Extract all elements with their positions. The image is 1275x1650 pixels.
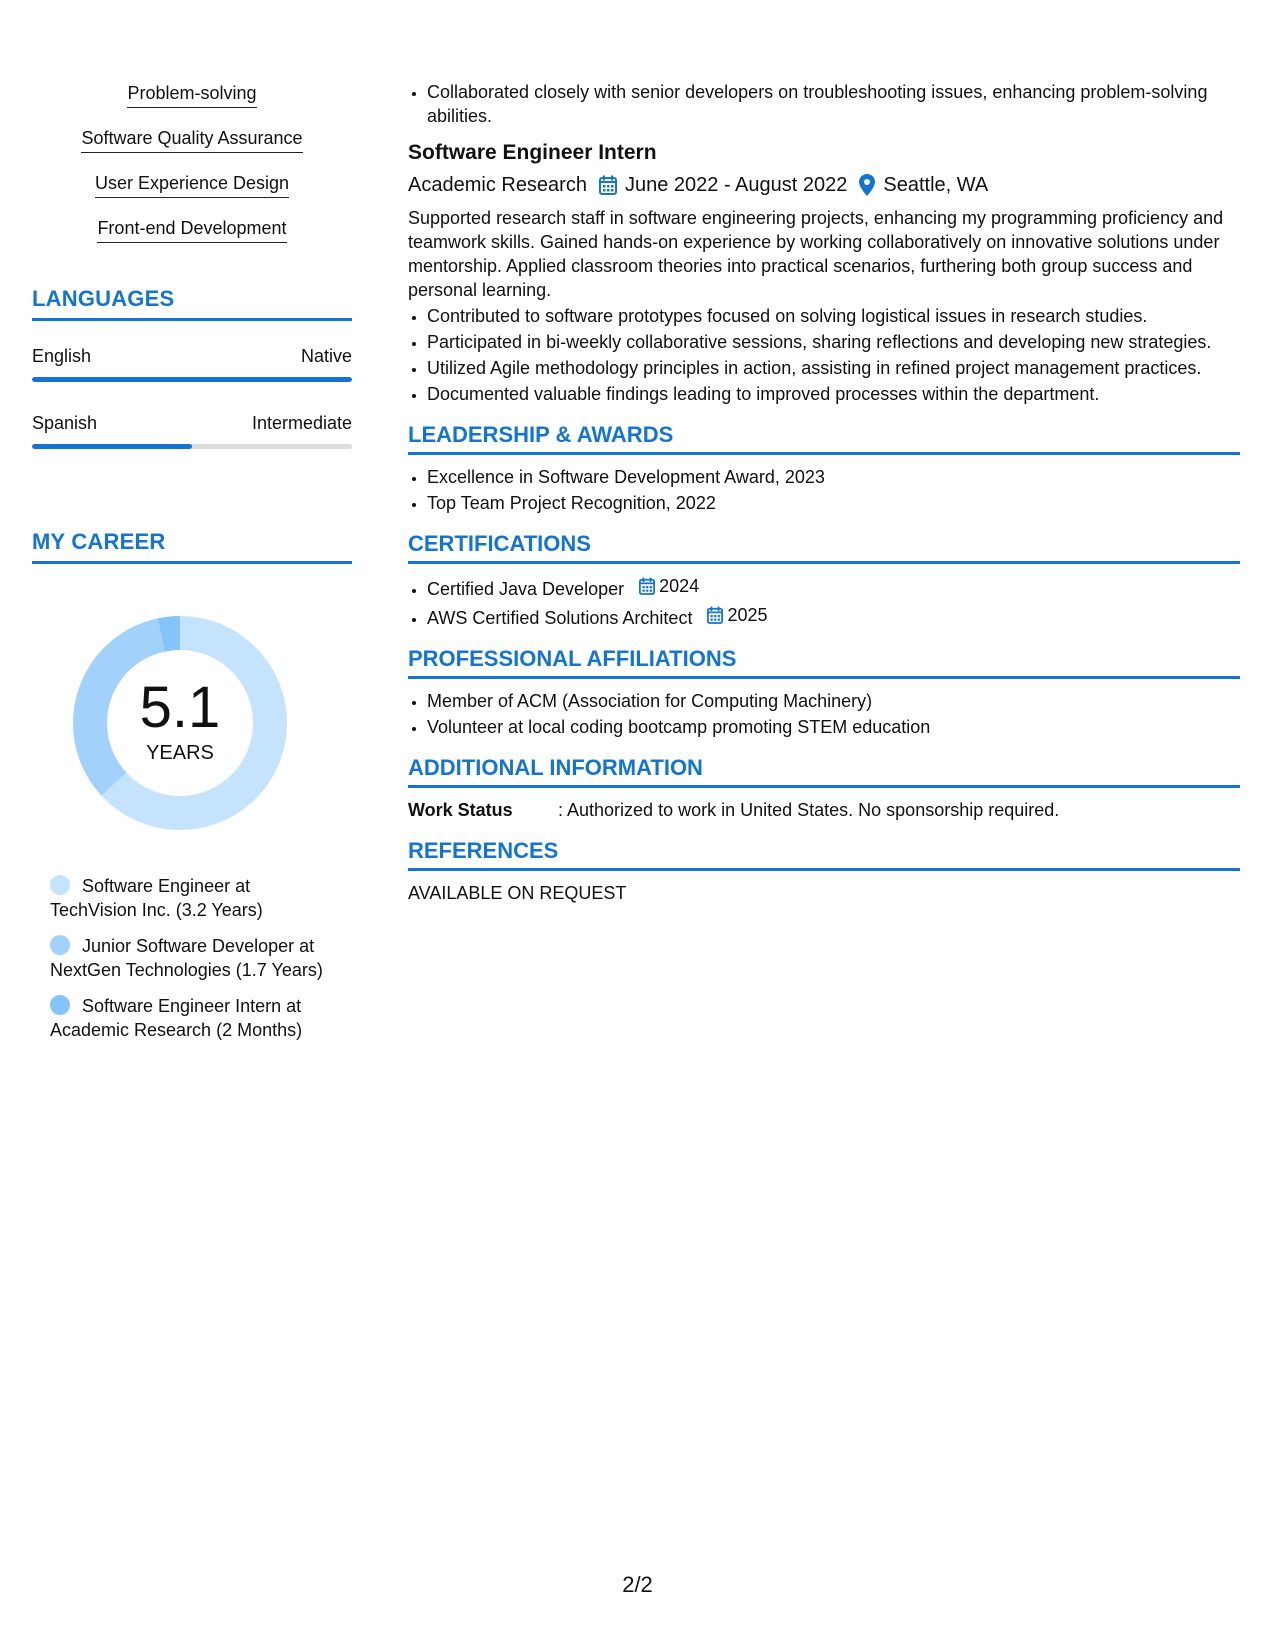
job-title: Software Engineer Intern	[408, 141, 657, 164]
skill-item: Problem-solving	[32, 82, 352, 127]
career-legend-item: Junior Software Developer at NextGen Technologies (1.7 Years)	[50, 936, 323, 980]
references-heading: REFERENCES	[408, 838, 1240, 871]
calendar-icon	[639, 577, 655, 595]
job-company: Academic Research	[408, 174, 587, 196]
language-level: Native	[300, 346, 352, 366]
job-dates: June 2022 - August 2022	[624, 174, 848, 196]
page-number: 2/2	[622, 1572, 653, 1597]
career-total-unit: YEARS	[146, 742, 214, 764]
leadership-list	[408, 465, 1240, 515]
list-item	[427, 574, 1240, 601]
languages-heading: LANGUAGES	[32, 286, 352, 321]
career-donut-chart	[65, 608, 295, 838]
additional-info-heading: ADDITIONAL INFORMATION	[408, 755, 1240, 788]
legend-dot	[50, 875, 70, 895]
list-item: • Top Team Project Recognition, 2022	[427, 491, 1240, 515]
leadership-heading: LEADERSHIP & AWARDS	[408, 422, 1240, 455]
career-heading: MY CAREER	[32, 529, 352, 564]
list-item: • Documented valuable findings leading to improved processes within the department.	[427, 382, 1240, 406]
list-item: • Excellence in Software Development Award, 2023	[427, 465, 1240, 489]
career-legend	[50, 874, 330, 1042]
language-name: Spanish	[32, 413, 98, 433]
certifications-list	[408, 574, 1240, 630]
certification-name: AWS Certified Solutions Architect	[427, 608, 693, 628]
career-legend-item: Software Engineer at TechVision Inc. (3.2 Years)	[50, 876, 263, 920]
language-proficiency-fill	[32, 377, 352, 382]
left-column	[32, 82, 352, 1054]
list-item: • Collaborated closely with senior developers on troubleshooting issues, enhancing problem-solving abilities.	[427, 80, 1240, 128]
certification-year: 2024	[659, 576, 700, 596]
location-pin-icon	[859, 174, 875, 196]
skill-item: Front-end Development	[32, 217, 352, 262]
career-legend-item: Software Engineer Intern at Academic Research (2 Months)	[50, 996, 303, 1040]
calendar-icon	[599, 175, 617, 195]
list-item: • Member of ACM (Association for Computing Machinery)	[427, 689, 1240, 713]
job-location: Seattle, WA	[883, 174, 989, 196]
affiliations-list	[408, 689, 1240, 739]
career-total-value: 5.1	[139, 675, 221, 740]
certifications-heading: CERTIFICATIONS	[408, 531, 1240, 564]
certification-name: Certified Java Developer	[427, 579, 625, 599]
job-entry	[408, 140, 1240, 406]
calendar-icon	[707, 606, 723, 624]
language-name: English	[32, 346, 92, 366]
work-status-value: : Authorized to work in United States. No sponsorship required.	[558, 800, 1060, 820]
skill-item: Software Quality Assurance	[32, 127, 352, 172]
language-item	[32, 412, 352, 449]
affiliations-heading: PROFESSIONAL AFFILIATIONS	[408, 646, 1240, 679]
list-item: • Participated in bi-weekly collaborative sessions, sharing reflections and developing new strategies.	[427, 330, 1240, 354]
work-status-row	[408, 798, 1240, 822]
list-item: • Volunteer at local coding bootcamp promoting STEM education	[427, 715, 1240, 739]
certification-year: 2025	[727, 605, 768, 625]
list-item	[427, 603, 1240, 630]
language-item	[32, 345, 352, 382]
language-proficiency-bar	[32, 444, 352, 449]
language-level: Intermediate	[251, 413, 352, 433]
legend-dot	[50, 935, 70, 955]
skills-list	[32, 82, 352, 262]
right-column	[408, 80, 1240, 905]
language-proficiency-bar	[32, 377, 352, 382]
previous-job-bullets	[408, 80, 1240, 128]
legend-dot	[50, 995, 70, 1015]
language-proficiency-fill	[32, 444, 192, 449]
list-item: • Contributed to software prototypes focused on solving logistical issues in research studies.	[427, 304, 1240, 328]
skill-item: User Experience Design	[32, 172, 352, 217]
job-meta	[408, 172, 1240, 198]
work-status-label: Work Status	[408, 800, 513, 820]
job-bullets	[408, 304, 1240, 406]
list-item: • Utilized Agile methodology principles in action, assisting in refined project management practices.	[427, 356, 1240, 380]
job-description: Supported research staff in software engineering projects, enhancing my programming proficiency and teamwork skills. Gained hands-on experience by working collaboratively on innovative solutions under mentorship. Applied classroom theories into practical scenarios, furthering both group success and personal learning.	[408, 208, 1224, 300]
references-text: AVAILABLE ON REQUEST	[408, 883, 627, 903]
